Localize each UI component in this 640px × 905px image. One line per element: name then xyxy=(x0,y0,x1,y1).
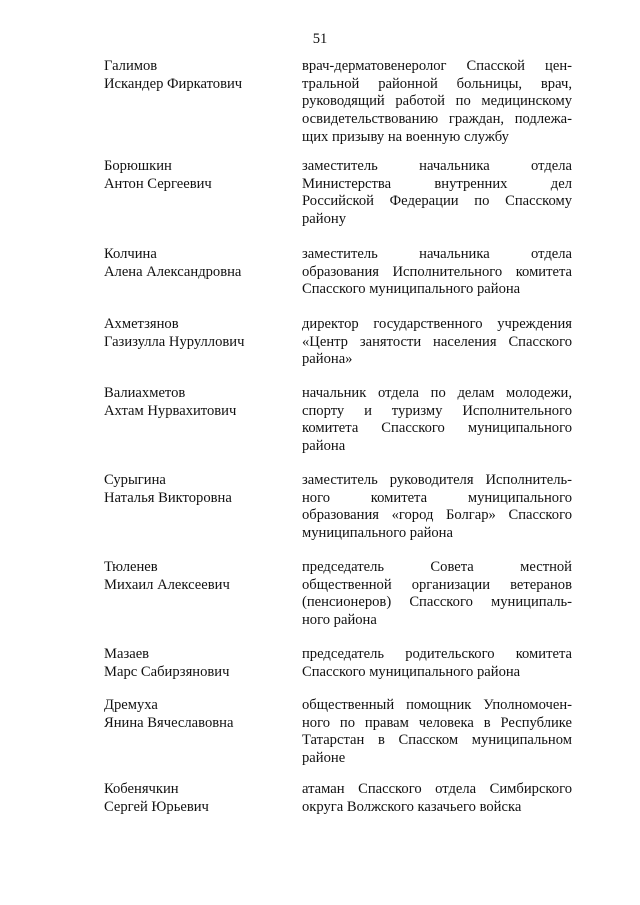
position-line: врач-дерматовенеролог Спасской цен- xyxy=(302,58,572,74)
member-position xyxy=(302,58,572,147)
member-given-names: Янина Вячеславовна xyxy=(104,714,234,731)
member-position xyxy=(302,472,572,543)
member-surname: Ахметзянов xyxy=(104,316,179,332)
member-position xyxy=(302,316,572,369)
position-line: председатель Совета местной xyxy=(302,559,572,575)
member-name xyxy=(104,697,294,732)
member-surname: Мазаев xyxy=(104,646,150,662)
member-position xyxy=(302,559,572,630)
member-name xyxy=(104,58,294,93)
position-line: тральной районной больницы, врач, xyxy=(302,75,572,92)
member-surname: Валиахметов xyxy=(104,385,186,401)
position-line: ного района xyxy=(302,612,377,629)
member-position xyxy=(302,385,572,456)
member-surname: Сурыгина xyxy=(104,472,166,488)
position-line: ного по правам человека в Республике xyxy=(302,714,572,731)
member-surname: Галимов xyxy=(104,58,158,74)
position-line: района xyxy=(302,438,346,455)
position-line: округа Волжского казачьего войска xyxy=(302,798,522,815)
member-name xyxy=(104,781,294,816)
member-position xyxy=(302,158,572,229)
member-given-names: Искандер Фиркатович xyxy=(104,75,243,92)
position-line: ного комитета муниципального xyxy=(302,489,572,506)
member-position xyxy=(302,646,572,681)
position-line: заместитель руководителя Исполнитель- xyxy=(302,472,572,488)
member-given-names: Антон Сергеевич xyxy=(104,175,212,192)
member-given-names: Газизулла Нуруллович xyxy=(104,333,245,350)
position-line: Спасского муниципального района xyxy=(302,663,521,680)
member-surname: Кобенячкин xyxy=(104,781,179,797)
position-line: руководящий работой по медицинскому xyxy=(302,93,572,110)
page-number: 51 xyxy=(312,31,328,47)
position-line: заместитель начальника отдела xyxy=(302,158,572,174)
position-line: муниципального района xyxy=(302,525,453,542)
position-line: щих призыву на военную службу xyxy=(302,128,509,145)
position-line: Министерства внутренних дел xyxy=(302,175,572,192)
position-line: району xyxy=(302,211,346,228)
member-name xyxy=(104,559,294,594)
member-given-names: Алена Александровна xyxy=(104,263,242,280)
position-line: образования Исполнительного комитета xyxy=(302,263,572,280)
position-line: Татарстан в Спасском муниципальном xyxy=(302,732,572,749)
position-line: (пенсионеров) Спасского муниципаль- xyxy=(302,594,572,611)
member-given-names: Наталья Викторовна xyxy=(104,489,232,506)
member-surname: Колчина xyxy=(104,246,157,262)
member-given-names: Сергей Юрьевич xyxy=(104,798,209,815)
position-line: комитета Спасского муниципального xyxy=(302,420,572,437)
member-surname: Дремуха xyxy=(104,697,158,713)
position-line: Российской Федерации по Спасскому xyxy=(302,193,572,210)
member-position xyxy=(302,697,572,768)
member-name xyxy=(104,246,294,281)
member-name xyxy=(104,158,294,193)
member-name xyxy=(104,316,294,351)
position-line: председатель родительского комитета xyxy=(302,646,572,662)
position-line: «Центр занятости населения Спасского xyxy=(302,333,572,350)
position-line: Спасского муниципального района xyxy=(302,281,521,298)
member-surname: Борюшкин xyxy=(104,158,172,174)
member-position xyxy=(302,781,572,816)
position-line: общественный помощник Уполномочен- xyxy=(302,697,572,713)
member-surname: Тюленев xyxy=(104,559,158,575)
member-given-names: Михаил Алексеевич xyxy=(104,576,230,593)
position-line: образования «город Болгар» Спасского xyxy=(302,507,572,524)
position-line: общественной организации ветеранов xyxy=(302,576,572,593)
member-given-names: Марс Сабирзянович xyxy=(104,663,230,680)
member-name xyxy=(104,385,294,420)
position-line: района» xyxy=(302,351,353,368)
position-line: атаман Спасского отдела Симбирского xyxy=(302,781,572,797)
member-given-names: Ахтам Нурвахитович xyxy=(104,402,237,419)
position-line: начальник отдела по делам молодежи, xyxy=(302,385,572,401)
position-line: районе xyxy=(302,750,346,767)
position-line: заместитель начальника отдела xyxy=(302,246,572,262)
member-position xyxy=(302,246,572,299)
position-line: спорту и туризму Исполнительного xyxy=(302,402,572,419)
position-line: директор государственного учреждения xyxy=(302,316,572,332)
member-name xyxy=(104,646,294,681)
position-line: освидетельствованию граждан, подлежа- xyxy=(302,111,572,128)
member-name xyxy=(104,472,294,507)
